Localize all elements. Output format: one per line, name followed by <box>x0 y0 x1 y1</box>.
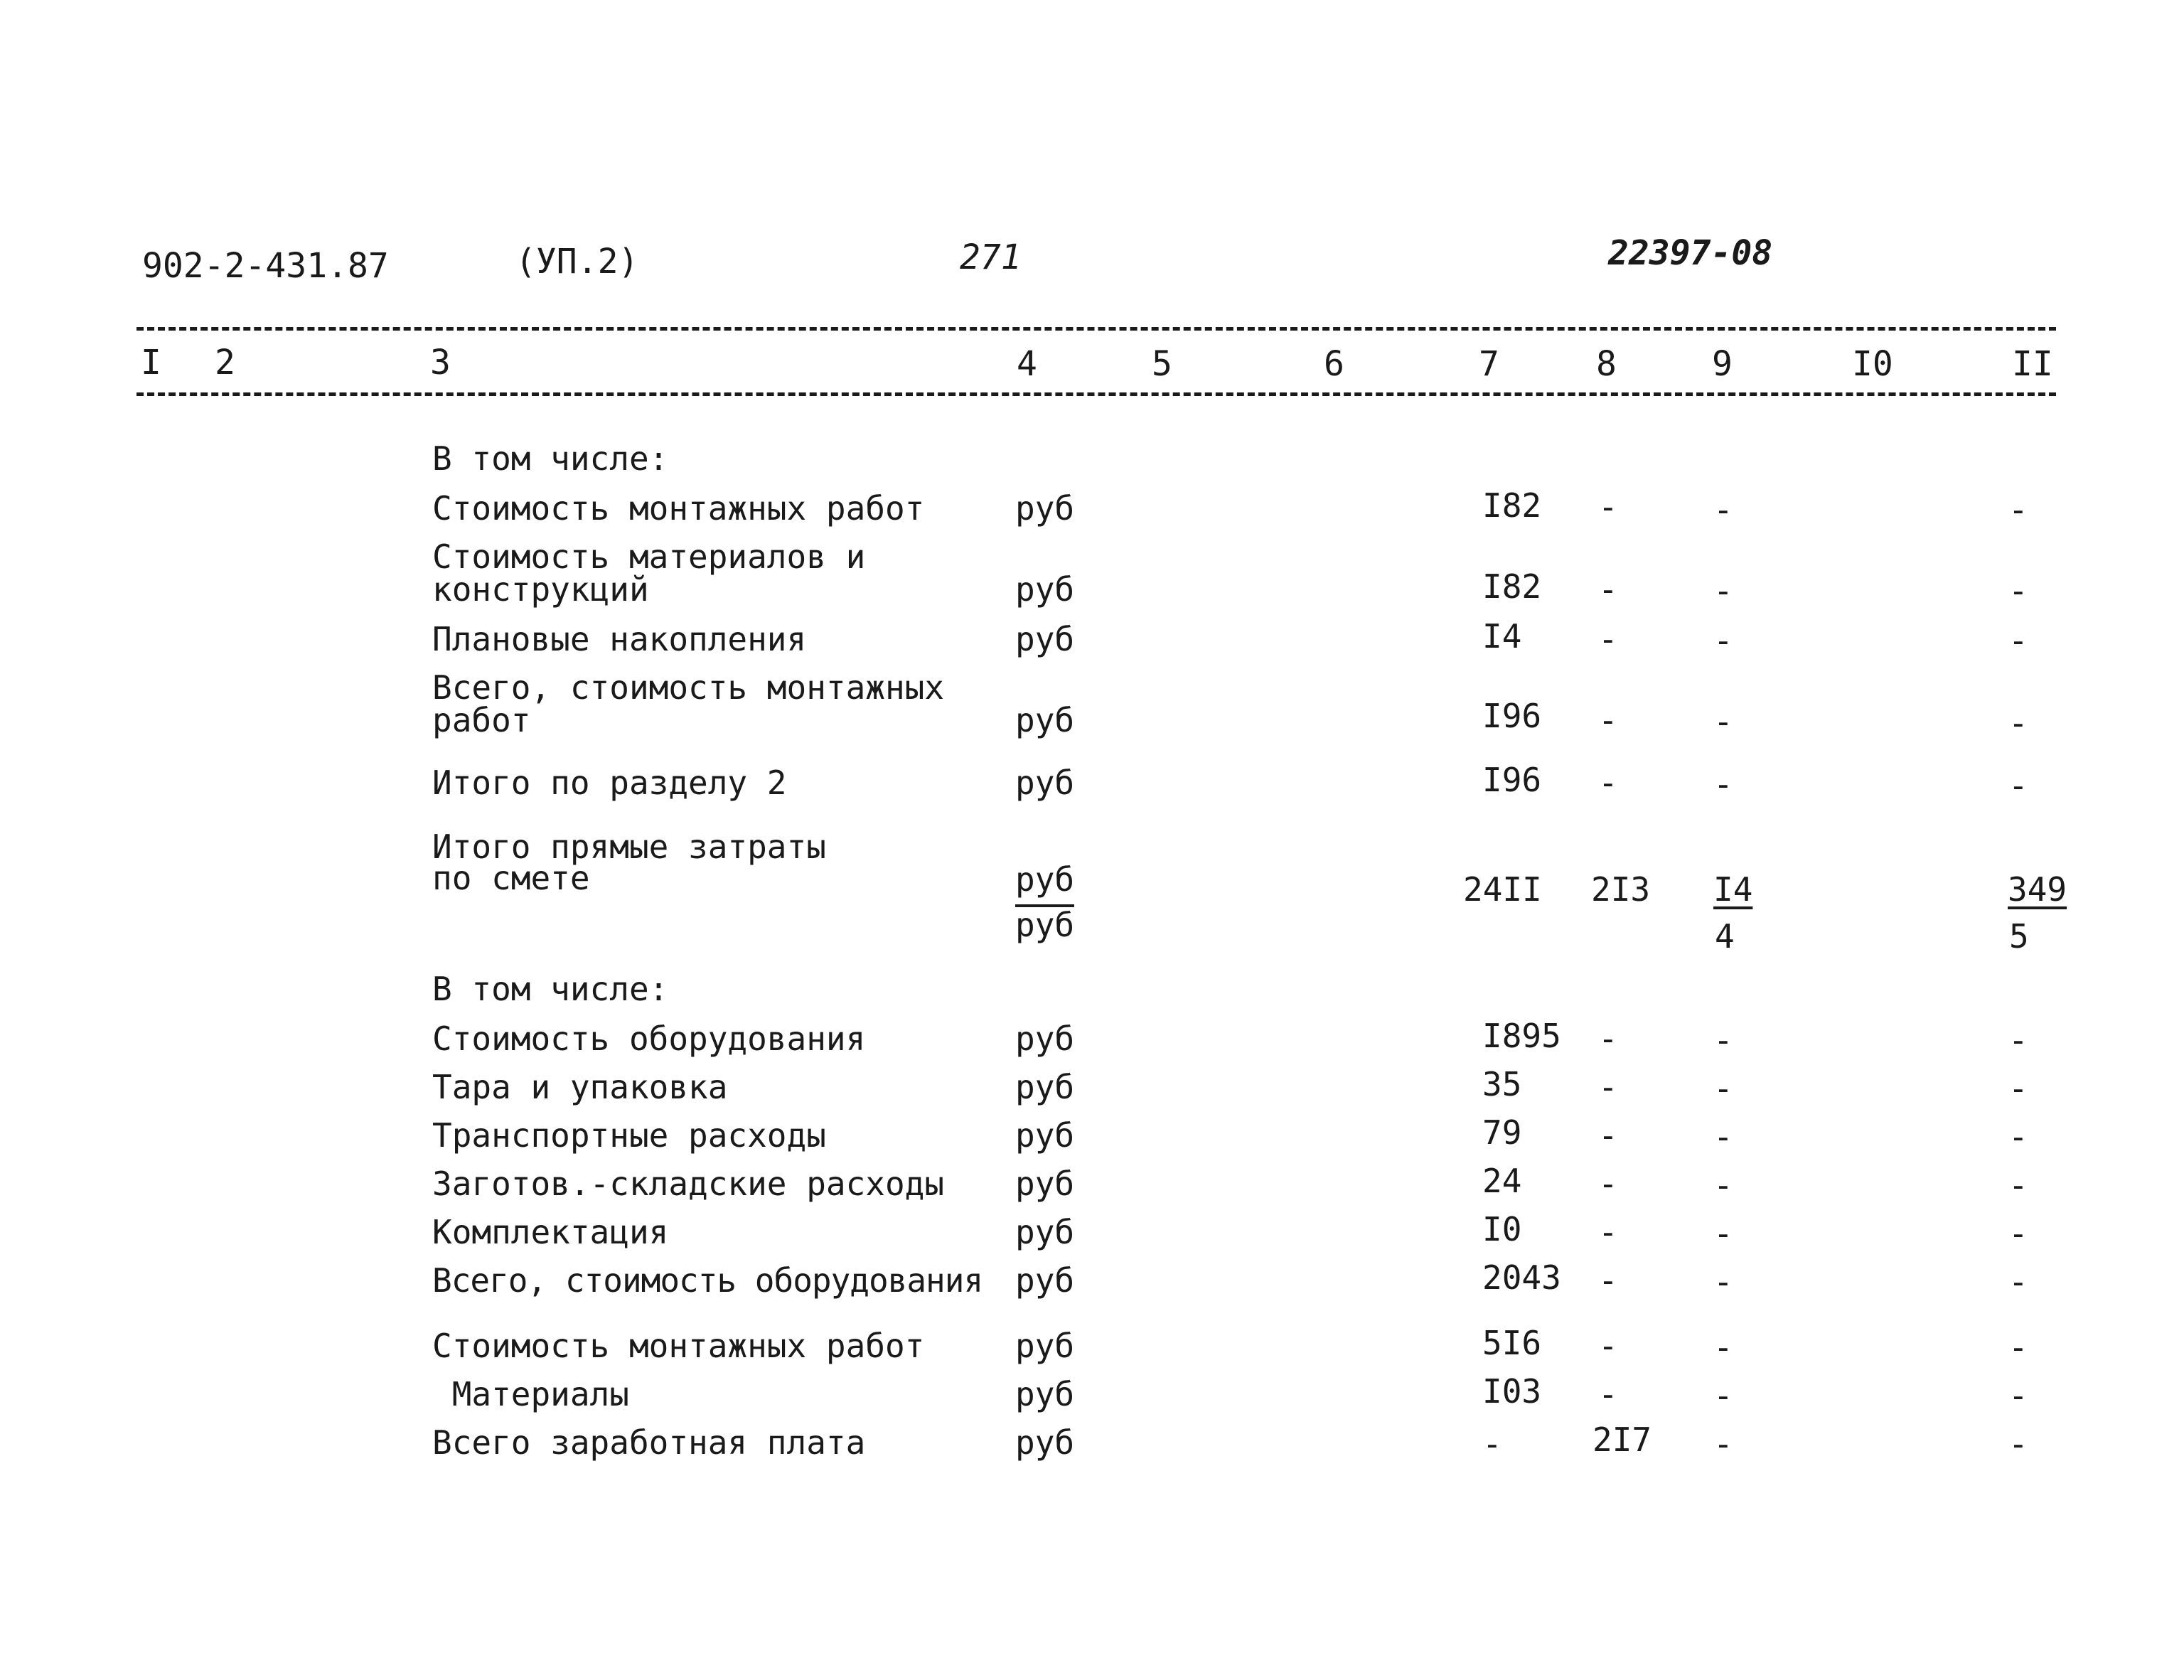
s2-row3-c7: 79 <box>1482 1113 1522 1152</box>
s2-row2-name: Тара и упаковка <box>432 1068 728 1106</box>
page-number: 271 <box>960 237 1022 277</box>
s2-row2-c8: - <box>1598 1068 1618 1106</box>
inventory-number: 22397-08 <box>1608 233 1773 273</box>
s2-row7-c11: - <box>2008 1328 2028 1366</box>
s1-row1-unit: руб <box>1015 489 1075 528</box>
total-direct-unit-bottom: руб <box>1015 906 1075 944</box>
s2-row2-unit: руб <box>1015 1068 1075 1106</box>
section1-heading: В том числе: <box>432 439 669 478</box>
col-header-4: 4 <box>1017 344 1037 384</box>
s1-row4-c11: - <box>2008 704 2028 742</box>
s1-row2-c11: - <box>2008 572 2028 610</box>
s2-row5-c9: - <box>1713 1214 1733 1253</box>
s2-row3-unit: руб <box>1015 1116 1075 1155</box>
s2-row2-c7: 35 <box>1482 1065 1522 1103</box>
col-header-5: 5 <box>1152 344 1172 384</box>
s2-row9-c7: - <box>1482 1425 1502 1463</box>
s2-row1-c7: I895 <box>1482 1017 1561 1055</box>
s2-row4-unit: руб <box>1015 1165 1075 1203</box>
s1-row4-c8: - <box>1598 701 1618 739</box>
s1-row3-c9: - <box>1713 621 1733 660</box>
total-direct-c11-bottom: 5 <box>2009 917 2029 956</box>
total-direct-name-line1: Итого прямые затраты <box>432 828 826 866</box>
s2-row4-c9: - <box>1713 1166 1733 1204</box>
s2-row9-c11: - <box>2008 1425 2028 1463</box>
s2-row3-name: Транспортные расходы <box>432 1116 826 1155</box>
col-header-11: II <box>2012 344 2053 384</box>
s2-row7-c8: - <box>1598 1327 1618 1365</box>
s2-row7-name: Стоимость монтажных работ <box>432 1327 925 1365</box>
s1-row3-c7: I4 <box>1482 617 1522 656</box>
s2-row6-unit: руб <box>1015 1261 1075 1300</box>
s1-row2-unit: руб <box>1015 570 1075 609</box>
header-rule-bottom <box>136 392 2056 396</box>
s2-row9-c9: - <box>1713 1425 1733 1463</box>
s1-row1-c7: I82 <box>1482 486 1542 525</box>
s2-row5-c7: I0 <box>1482 1210 1522 1248</box>
s2-row1-c11: - <box>2008 1021 2028 1059</box>
col-header-2: 2 <box>215 343 235 382</box>
s2-row7-c9: - <box>1713 1328 1733 1366</box>
s1-row1-name: Стоимость монтажных работ <box>432 489 925 528</box>
s1-row3-c11: - <box>2008 621 2028 660</box>
s2-row7-c7: 5I6 <box>1482 1324 1542 1362</box>
s2-row8-c11: - <box>2008 1376 2028 1415</box>
s2-row3-c11: - <box>2008 1118 2028 1156</box>
s2-row1-name: Стоимость оборудования <box>432 1020 866 1058</box>
s2-row5-c11: - <box>2008 1214 2028 1253</box>
s2-row8-c7: I03 <box>1482 1372 1542 1411</box>
s2-row4-c7: 24 <box>1482 1162 1522 1200</box>
s2-row9-name: Всего заработная плата <box>432 1423 866 1462</box>
s2-row1-c8: - <box>1598 1020 1618 1058</box>
s2-row8-unit: руб <box>1015 1375 1075 1413</box>
s2-row5-c8: - <box>1598 1213 1618 1251</box>
s1-row2-c7: I82 <box>1482 567 1542 606</box>
album-number: (УП.2) <box>515 242 639 282</box>
s2-row4-c8: - <box>1598 1165 1618 1203</box>
col-header-9: 9 <box>1712 344 1733 384</box>
col-header-1: I <box>141 343 161 382</box>
s1-row5-unit: руб <box>1015 764 1075 802</box>
s1-row3-unit: руб <box>1015 620 1075 658</box>
s2-row6-c8: - <box>1598 1261 1618 1300</box>
s2-row4-c11: - <box>2008 1166 2028 1204</box>
s1-row4-unit: руб <box>1015 701 1075 739</box>
col-header-6: 6 <box>1324 344 1344 384</box>
s2-row6-c9: - <box>1713 1263 1733 1301</box>
s2-row3-c9: - <box>1713 1118 1733 1156</box>
s1-row1-c11: - <box>2008 491 2028 529</box>
s2-row2-c11: - <box>2008 1069 2028 1108</box>
total-direct-c9-bottom: 4 <box>1715 917 1735 956</box>
s2-row4-name: Заготов.-складские расходы <box>432 1165 945 1203</box>
col-header-10: I0 <box>1852 344 1893 384</box>
s1-row4-name-line1: Всего, стоимость монтажных <box>432 668 945 707</box>
s2-row6-name: Всего, стоимость оборудования <box>432 1261 983 1300</box>
s2-row8-name: Материалы <box>432 1375 629 1413</box>
s2-row1-unit: руб <box>1015 1020 1075 1058</box>
s1-row5-c9: - <box>1713 765 1733 803</box>
total-direct-c8: 2I3 <box>1591 870 1651 909</box>
s1-row5-c7: I96 <box>1482 761 1542 799</box>
s2-row5-unit: руб <box>1015 1213 1075 1251</box>
total-direct-name-line2: по смете <box>432 859 590 897</box>
s1-row4-name-line2: работ <box>432 701 531 739</box>
s2-row9-c8: 2I7 <box>1592 1420 1652 1459</box>
total-direct-c11-top: 349 <box>2008 870 2067 909</box>
s2-row8-c8: - <box>1598 1375 1618 1413</box>
s2-row6-c11: - <box>2008 1263 2028 1301</box>
total-direct-c9-top: I4 <box>1713 870 1753 909</box>
s1-row2-name-line2: конструкций <box>432 570 649 609</box>
s2-row2-c9: - <box>1713 1069 1733 1108</box>
s1-row3-name: Плановые накопления <box>432 620 807 658</box>
s1-row1-c8: - <box>1598 488 1618 526</box>
doc-code: 902-2-431.87 <box>142 246 389 286</box>
total-direct-unit-top: руб <box>1015 860 1075 899</box>
col-header-3: 3 <box>430 343 451 382</box>
s2-row6-c7: 2043 <box>1482 1258 1561 1297</box>
s1-row2-c8: - <box>1598 570 1618 609</box>
s1-row5-c11: - <box>2008 766 2028 805</box>
s2-row1-c9: - <box>1713 1021 1733 1059</box>
col-header-7: 7 <box>1479 344 1499 384</box>
s2-row8-c9: - <box>1713 1376 1733 1415</box>
s2-row5-name: Комплектация <box>432 1213 669 1251</box>
section2-heading: В том числе: <box>432 970 669 1008</box>
s2-row7-unit: руб <box>1015 1327 1075 1365</box>
s1-row5-name: Итого по разделу 2 <box>432 764 787 802</box>
s1-row4-c7: I96 <box>1482 697 1542 735</box>
col-header-8: 8 <box>1596 344 1617 384</box>
header-rule-top <box>136 327 2056 331</box>
s2-row9-unit: руб <box>1015 1423 1075 1462</box>
s1-row1-c9: - <box>1713 491 1733 529</box>
s1-row2-name-line1: Стоимость материалов и <box>432 537 866 576</box>
total-direct-c7: 24II <box>1463 870 1542 909</box>
s1-row5-c8: - <box>1598 764 1618 802</box>
s2-row3-c8: - <box>1598 1116 1618 1155</box>
s1-row4-c9: - <box>1713 702 1733 741</box>
s1-row3-c8: - <box>1598 620 1618 658</box>
s1-row2-c9: - <box>1713 572 1733 610</box>
